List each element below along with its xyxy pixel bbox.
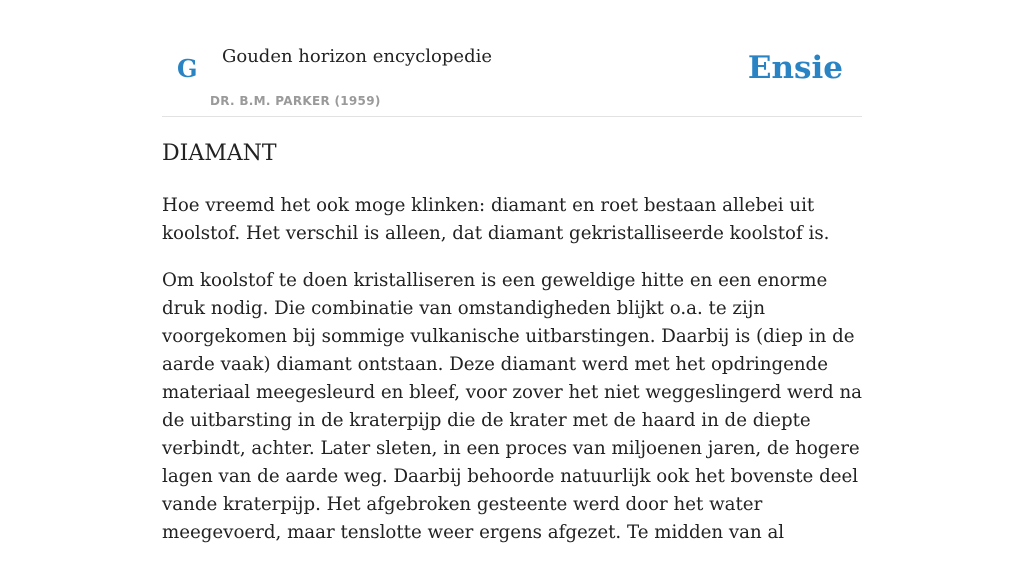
book-author: DR. B.M. PARKER (1959) bbox=[210, 94, 381, 108]
book-logo-letter[interactable]: G bbox=[177, 54, 198, 83]
entry-paragraph: Om koolstof te doen kristalliseren is een geweldige hitte en een enorme druk nodig. Die combinatie van omstandigheden blijkt o.a. te zijn voorgekomen bij sommige vulkanische uitbarstingen. Daarbij is (diep in de aarde vaak) diamant ontstaan. Deze diamant werd met het opdringende materiaal meegesleurd en bleef, voor zover het niet weggeslingerd werd na de uitbarsting in de kraterpijp die de krater met de haard in de diepte verbindt, achter. Later sleten, in een proces van miljoenen jaren, de hogere lagen van de aarde weg. Daarbij behoorde natuurlijk ook het bovenste deel vande kraterpijp. Het afgebroken gesteente werd door het water meegevoerd, maar tenslotte weer ergens afgezet. Te midden van al bbox=[162, 270, 863, 543]
entry-body bbox=[162, 192, 862, 566]
book-title[interactable]: Gouden horizon encyclopedie bbox=[222, 46, 492, 67]
entry-paragraph: Hoe vreemd het ook moge klinken: diamant en roet bestaan allebei uit koolstof. Het verschil is alleen, dat diamant gekristalliseerde koolstof is. bbox=[162, 195, 830, 244]
header bbox=[162, 0, 862, 117]
entry-title: DIAMANT bbox=[162, 141, 277, 166]
site-logo-link[interactable]: Ensie bbox=[747, 50, 843, 86]
